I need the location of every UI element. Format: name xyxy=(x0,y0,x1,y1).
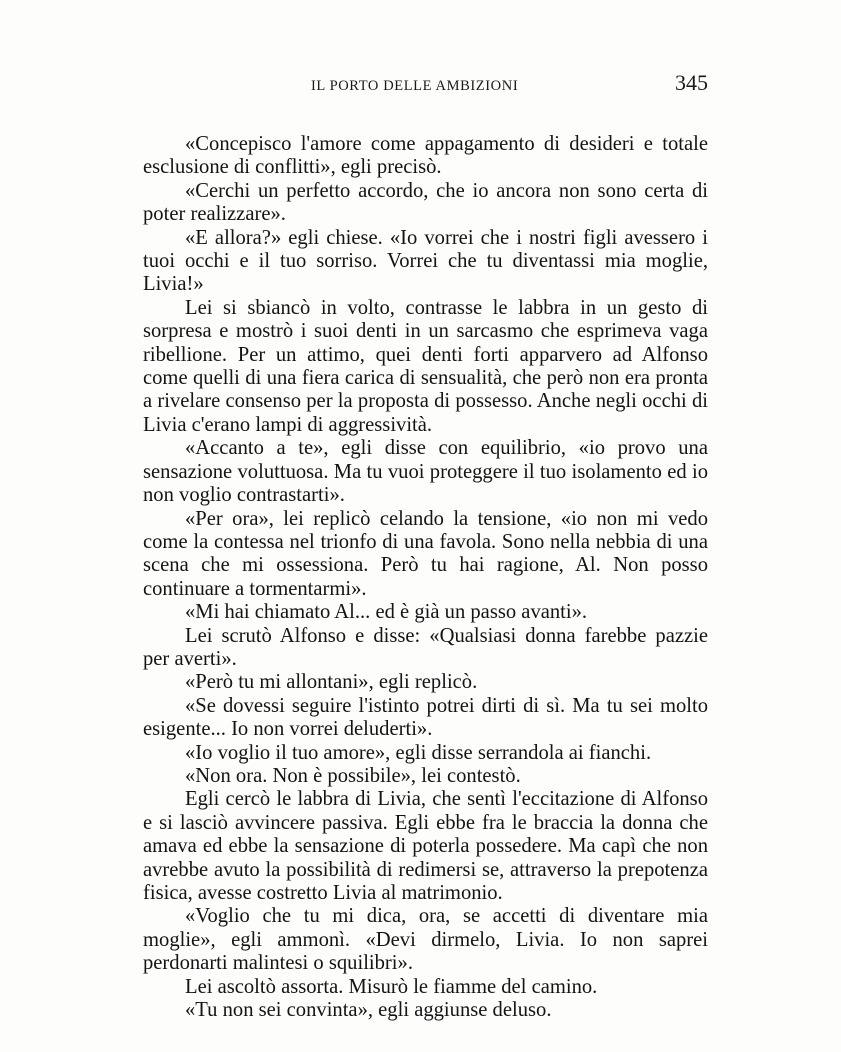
paragraph: «Voglio che tu mi dica, ora, se accetti di diventare mia moglie», egli ammonì. «Devi dirmelo, Livia. Io non saprei perdonarti malintesi o squilibri». xyxy=(143,905,708,975)
paragraph: Lei scrutò Alfonso e disse: «Qualsiasi donna farebbe pazzie per averti». xyxy=(143,624,708,670)
paragraph: «E allora?» egli chiese. «Io vorrei che i nostri figli avessero i tuoi occhi e il tuo sorriso. Vorrei che tu diventassi mia moglie, Livia!» xyxy=(143,226,708,296)
paragraph: Lei ascoltò assorta. Misurò le fiamme del camino. xyxy=(185,975,598,998)
paragraph: «Tu non sei convinta», egli aggiunse deluso. xyxy=(185,999,552,1022)
paragraph: «Non ora. Non è possibile», lei contestò. xyxy=(185,764,521,787)
paragraph: «Concepisco l'amore come appagamento di desideri e totale esclusione di conflitti», egli precisò. xyxy=(143,133,708,179)
paragraph: «Cerchi un perfetto accordo, che io ancora non sono certa di poter realizzare». xyxy=(143,179,708,226)
paragraph: «Per ora», lei replicò celando la tensione, «io non mi vedo come la contessa nel trionfo di una favola. Sono nella nebbia di una scena che mi ossessiona. Però tu hai ragione, Al. Non posso continuare a tormentarmi». xyxy=(143,507,708,600)
running-title: IL PORTO DELLE AMBIZIONI xyxy=(311,78,519,94)
body-text xyxy=(143,133,708,1022)
paragraph: «Però tu mi allontani», egli replicò. xyxy=(185,671,478,694)
paragraph: «Se dovessi seguire l'istinto potrei dirti di sì. Ma tu sei molto esigente... Io non vorrei deluderti». xyxy=(143,694,708,741)
paragraph: «Accanto a te», egli disse con equilibrio, «io provo una sensazione voluttuosa. Ma tu vuoi proteggere il tuo isolamento ed io non voglio contrastarti». xyxy=(143,437,708,507)
paragraph: «Mi hai chiamato Al... ed è già un passo avanti». xyxy=(185,601,588,624)
page-header xyxy=(143,70,708,100)
paragraph: Lei si sbiancò in volto, contrasse le labbra in un gesto di sorpresa e mostrò i suoi denti in un sarcasmo che esprimeva vaga ribellione. Per un attimo, quei denti forti apparvero ad Alfonso come quelli di una fiera carica di sensualità, che però non era pronta a rivelare consenso per la proposta di possesso. Anche negli occhi di Livia c'erano lampi di aggressività. xyxy=(143,296,708,436)
page-number: 345 xyxy=(675,70,708,95)
paragraph: «Io voglio il tuo amore», egli disse serrandola ai fianchi. xyxy=(185,741,652,764)
paragraph: Egli cercò le labbra di Livia, che sentì l'eccitazione di Alfonso e si lasciò avvincere passiva. Egli ebbe fra le braccia la donna che amava ed ebbe la sensazione di poterla possedere. Ma capì che non avrebbe avuto la possibilità di redimersi se, attraverso la prepotenza fisica, avesse costretto Livia al matrimonio. xyxy=(143,788,708,904)
